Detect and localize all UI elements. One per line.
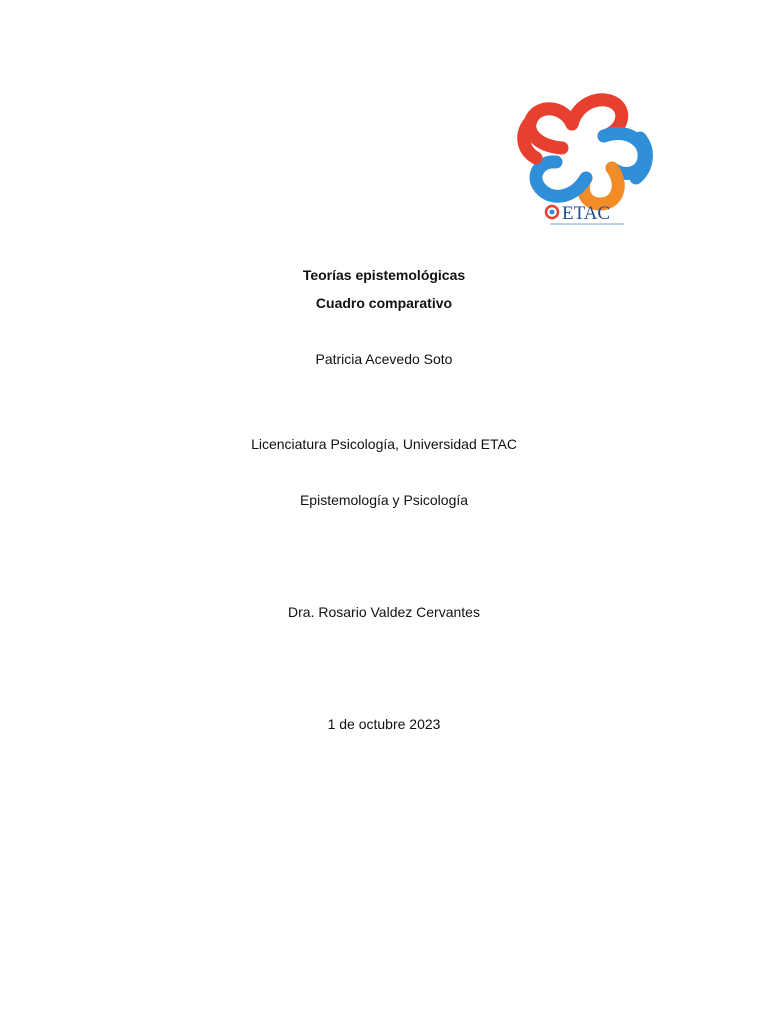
professor-name: Dra. Rosario Valdez Cervantes xyxy=(288,604,480,620)
logo-wordmark: ETAC xyxy=(562,203,611,224)
author-name: Patricia Acevedo Soto xyxy=(315,351,453,367)
document-subtitle: Cuadro comparativo xyxy=(315,295,453,311)
program-name: Licenciatura Psicología, Universidad ETAC xyxy=(251,436,517,452)
etac-logo xyxy=(500,88,676,230)
course-name: Epistemología y Psicología xyxy=(299,492,469,508)
document-title: Teorías epistemológicas xyxy=(302,267,466,283)
etac-flower-logo-icon xyxy=(500,88,676,230)
document-date: 1 de octubre 2023 xyxy=(327,716,441,732)
small-emblem-icon xyxy=(546,206,558,218)
